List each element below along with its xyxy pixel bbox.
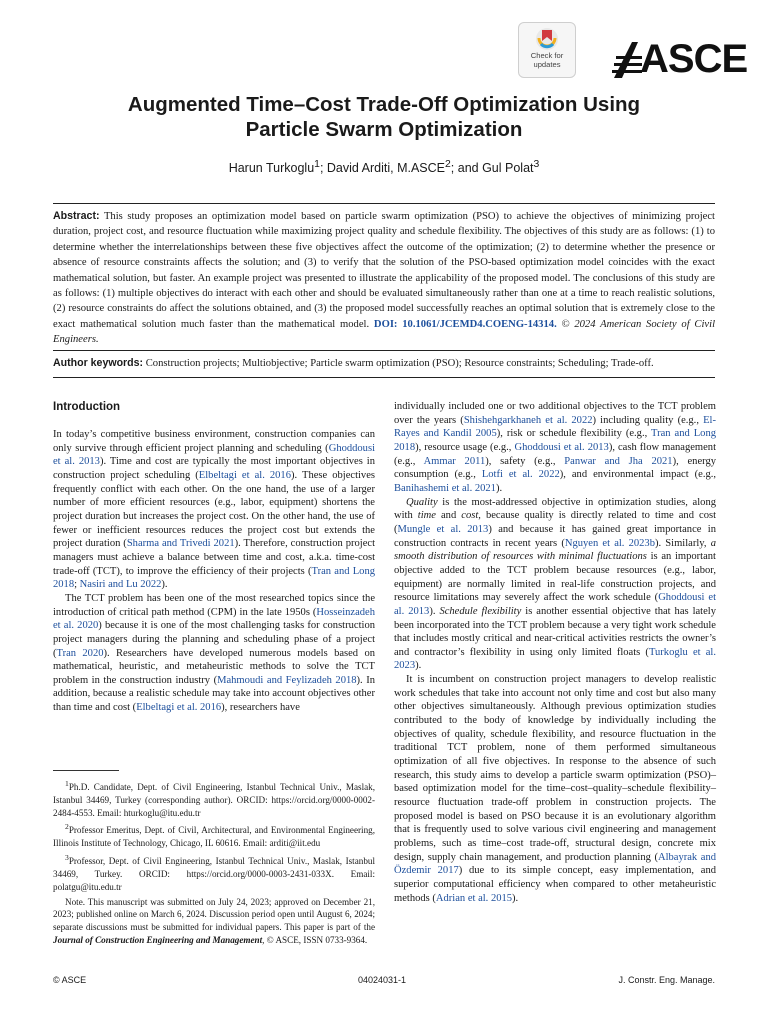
- body-text: and: [435, 510, 462, 522]
- body-text: ) including quality (e.g.,: [592, 414, 704, 426]
- citation-link[interactable]: Nguyen et al. 2023b: [564, 537, 655, 549]
- emphasis-text: a smooth distribution of resources with minimal fluctuations: [394, 537, 716, 563]
- footer-journal: J. Constr. Eng. Manage.: [618, 975, 715, 985]
- author-3-affil: 3: [533, 159, 540, 170]
- citation-link[interactable]: Tran 2020: [56, 647, 104, 659]
- author-keywords: [53, 356, 715, 371]
- footnote-3: [53, 852, 375, 893]
- body-text: ).: [512, 892, 519, 904]
- body-text: ), safety (e.g.,: [485, 455, 565, 467]
- note-text: Note. This manuscript was submitted on July 24, 2023; approved on December 21, 2023; published online on March 6, 2024. Discussion period open until August 6, 2024; separate discussions must be submitted for individual papers. This paper is part of the: [53, 896, 375, 933]
- footnote-marker: 1: [65, 779, 69, 788]
- citation-link[interactable]: Shishehgarkhaneh et al. 2022: [463, 414, 593, 426]
- citation-link[interactable]: Tran and Long 2018: [394, 428, 716, 453]
- body-text: ). Therefore, construction project managers must achieve a balance between time and cost, a.k.a. time-cost trade-off (TCT), to improve the efficiency of their projects (: [53, 538, 375, 577]
- abstract-label: Abstract:: [53, 210, 100, 222]
- footnote-marker: 2: [65, 822, 69, 832]
- left-column: [53, 428, 375, 715]
- footnote-text: Professor, Dept. of Civil Engineering, Istanbul Technical Univ., Maslak, Istanbul 34469, Turkey. ORCID: https://orcid.org/0000-0003-2431-033X. Email: polatgu@itu.edu.tr: [53, 856, 375, 892]
- asce-logo-text: ASCE: [640, 37, 748, 81]
- crossmark-icon: [534, 26, 560, 52]
- body-text: is another essential objective that has lately been incorporated into the TCT problem because a very tight work schedule that includes mostly critical and near-critical activities restricts the owner’s and contractor’s flexibility in using only limited floats (: [394, 605, 716, 658]
- citation-link[interactable]: Mungle et al. 2013: [397, 523, 489, 535]
- body-text: ). Similarly,: [654, 537, 711, 549]
- body-text: ) due to its simple concept, easy implementation, and superior computational efficiency when compared to other metaheuristic methods (: [394, 865, 716, 904]
- citation-link[interactable]: Ammar 2011: [423, 455, 486, 467]
- body-text: ), researchers have: [221, 702, 300, 714]
- title-line-1: Augmented Time–Cost Trade-Off Optimization Using: [127, 93, 641, 116]
- paper-title: [0, 92, 768, 142]
- footnote-text: Ph.D. Candidate, Dept. of Civil Engineering, Istanbul Technical Univ., Maslak, Istanbul 34469, Turkey (corresponding author). ORCID: https://orcid.org/0000-0002-2484-4553. Email: hturkoglu@itu.edu.tr: [53, 782, 375, 818]
- emphasis-text: Quality: [406, 496, 438, 508]
- body-text: ).: [495, 482, 503, 494]
- paragraph: [394, 496, 716, 674]
- citation-link[interactable]: Sharma and Trivedi 2021: [126, 538, 235, 550]
- body-text: ), cash flow management (e.g.,: [394, 441, 717, 467]
- footnote-text: Professor Emeritus, Dept. of Civil, Architectural, and Environmental Engineering, Illinois Institute of Technology, Chicago, IL 60616. Email: arditi@iit.edu: [53, 825, 375, 849]
- abstract-copyright: © 2024 American Society of Civil Engineers.: [53, 318, 716, 346]
- check-for-updates-badge[interactable]: [518, 22, 576, 78]
- doi-link[interactable]: DOI: 10.1061/JCEMD4.COENG-14314.: [373, 318, 557, 330]
- author-2: ; David Arditi, M.ASCE: [319, 161, 445, 176]
- citation-link[interactable]: El-Rayes and Kandil 2005: [394, 414, 716, 440]
- citation-link[interactable]: Tran and Long 2018: [53, 565, 375, 591]
- keywords-label: Author keywords:: [53, 357, 144, 369]
- footnotes: [53, 778, 375, 949]
- author-list: [0, 159, 768, 175]
- citation-link[interactable]: Hosseinzadeh et al. 2020: [53, 606, 375, 632]
- paragraph: [394, 673, 716, 905]
- body-text: ).: [161, 579, 168, 591]
- body-text: ), risk or schedule flexibility (e.g.,: [496, 428, 652, 440]
- citation-link[interactable]: Mahmoudi and Feylizadeh 2018: [217, 674, 357, 686]
- body-text: is an important objective added to the TCT problem because resources (e.g., labor, equipment) are normally limited in real-life construction projects, and resource limitations may severely affect the work schedule (: [394, 551, 716, 604]
- citation-link[interactable]: Ghoddousi et al. 2013: [53, 442, 375, 468]
- emphasis-text: Schedule flexibility: [439, 605, 522, 617]
- body-text: is the most-addressed objective in optimization studies, along with: [394, 496, 716, 522]
- citation-link[interactable]: Ghoddousi et al. 2013: [394, 592, 716, 617]
- citation-link[interactable]: Adrian et al. 2015: [435, 892, 513, 904]
- citation-link[interactable]: Banihashemi et al. 2021: [394, 482, 496, 494]
- section-heading-introduction: Introduction: [53, 401, 121, 413]
- body-text: It is incumbent on construction project managers to develop realistic work schedules that take into account not only time and cost but also many other objectives simultaneously. Although previous optimization studies contributed to the body of knowledge by individually including the objectives of quality, schedule flexibility, and resource fluctuation in the traditional TCT problem, none of them performed simultaneous optimization of all five objectives. In response to the absence of such research, this study aims to develop a particle swarm optimization (PSO)–based optimization model for the time–cost–quality–schedule flexibility–resource fluctuation trade-off problem in construction projects. The proposed model is based on PSO because it is an evolutionary algorithm that is frequently used to solve various civil engineering and management problems, such as time–cost trade-off, structural design, concrete mix design, supply chain management, and production planning (: [394, 674, 716, 863]
- keywords-text: Construction projects; Multiobjective; Particle swarm optimization (PSO); Resource constraints; Scheduling; Trade-off.: [145, 358, 654, 369]
- body-text: ) and because it has gained great importance in construction contracts in recent years (: [394, 523, 716, 549]
- citation-link[interactable]: Nasiri and Lu 2022: [79, 579, 162, 591]
- badge-line-2: updates: [533, 59, 561, 69]
- page-footer: [53, 975, 715, 991]
- title-line-2: Particle Swarm Optimization: [245, 118, 523, 141]
- body-text: ), resource usage (e.g.,: [415, 441, 515, 453]
- body-text: ;: [74, 579, 80, 591]
- paragraph: [394, 400, 716, 496]
- paragraph: [53, 428, 375, 592]
- author-3: ; and Gul Polat: [450, 161, 534, 176]
- body-text: ). Researchers have developed numerous models based on mathematical, heuristic, and metaheuristic methods to solve the TCT problem in the construction industry (: [53, 647, 375, 686]
- citation-link[interactable]: Elbeltagi et al. 2016: [136, 702, 222, 714]
- body-text: , because quality is directly related to time and cost (: [394, 510, 717, 535]
- citation-link[interactable]: Elbeltagi et al. 2016: [198, 469, 291, 481]
- body-text: ) because it is one of the most challenging tasks for construction project managers during the planning and scheduling phase of a project (: [53, 620, 375, 659]
- abstract-top-rule: [53, 203, 715, 204]
- citation-link[interactable]: Albayrak and Özdemir 2017: [394, 851, 717, 877]
- abstract-text: This study proposes an optimization model based on particle swarm optimization (PSO) to achieve the objectives of minimizing project duration, project cost, and resource fluctuation while maximizing project quality and schedule flexibility. The objectives of this study are as follows: (1) to determine whether the interrelationships between these five objectives affect the outcome of the optimization; (2) to determine whether the presence or absence of resource constraints affects the solution; and (3) to verify that the solution of the PSO-based optimization model coincides with the exact mathematical solution, but faster. An example project was presented to illustrate the applicability of the proposed model. The conclusions of this study are as follows: (1) multiple objectives do interact with each other and should be evaluated simultaneously rather than one at a time to reach realistic solutions, (2) resource constraints do affect the solutions obtained, and (3) the proposed model successfully reaches an optimal solution that is extremely close to the exact mathematical solution much faster than the mathematical model.: [53, 211, 715, 330]
- footer-article-number: 04024031-1: [358, 975, 407, 985]
- submission-note: [53, 896, 375, 947]
- right-column: [394, 400, 716, 905]
- emphasis-text: cost: [461, 510, 479, 522]
- footnote-rule: [53, 770, 119, 771]
- footnote-1: [53, 778, 375, 819]
- body-text: In today’s competitive business environment, construction companies can only survive through efficient project planning and scheduling (: [53, 429, 375, 454]
- body-text: ). In addition, because a realistic schedule may take into account objectives other than time and cost (: [53, 674, 375, 714]
- citation-link[interactable]: Lotfi et al. 2022: [481, 469, 560, 481]
- citation-link[interactable]: Ghoddousi et al. 2013: [514, 441, 609, 453]
- author-2-affil: 2: [445, 159, 451, 170]
- citation-link[interactable]: Panwar and Jha 2021: [564, 455, 673, 467]
- abstract-mid-rule: [53, 350, 715, 351]
- body-text: ), energy consumption (e.g.,: [394, 455, 716, 481]
- body-text: The TCT problem has been one of the most researched topics since the introduction of critical path method (CPM) in the late 1950s (: [53, 592, 375, 618]
- footer-copyright: © ASCE: [53, 975, 87, 985]
- body-text: individually included one or two additional objectives to the TCT problem over the years (: [394, 401, 716, 426]
- body-text: ).: [415, 660, 422, 672]
- keywords-bottom-rule: [53, 377, 715, 378]
- journal-name: Journal of Construction Engineering and Management: [53, 934, 263, 945]
- note-tail: , © ASCE, ISSN 0733-9364.: [262, 934, 368, 945]
- body-text: ). Time and cost are typically the most important objectives in construction project scheduling (: [53, 456, 376, 481]
- citation-link[interactable]: Turkoglu et al. 2023: [394, 646, 717, 672]
- author-1-affil: 1: [314, 159, 320, 170]
- footnote-2: [53, 821, 375, 850]
- footnote-marker: 3: [65, 853, 69, 863]
- paragraph: [53, 592, 375, 715]
- abstract: [53, 209, 715, 348]
- emphasis-text: time: [417, 510, 436, 522]
- author-1: Harun Turkoglu: [228, 161, 315, 176]
- body-text: ), and environmental impact (e.g.,: [559, 469, 717, 481]
- badge-line-1: Check for: [530, 51, 564, 60]
- body-text: ). These objectives frequently conflict with each other. On the one hand, the use of a larger number of more efficient resources (e.g., labor, equipment) shortens the project duration but increases the project cost. On the other hand, the use of fewer or inefficient resources reduces the project cost but extends the project duration (: [53, 469, 375, 550]
- body-text: ).: [429, 605, 440, 617]
